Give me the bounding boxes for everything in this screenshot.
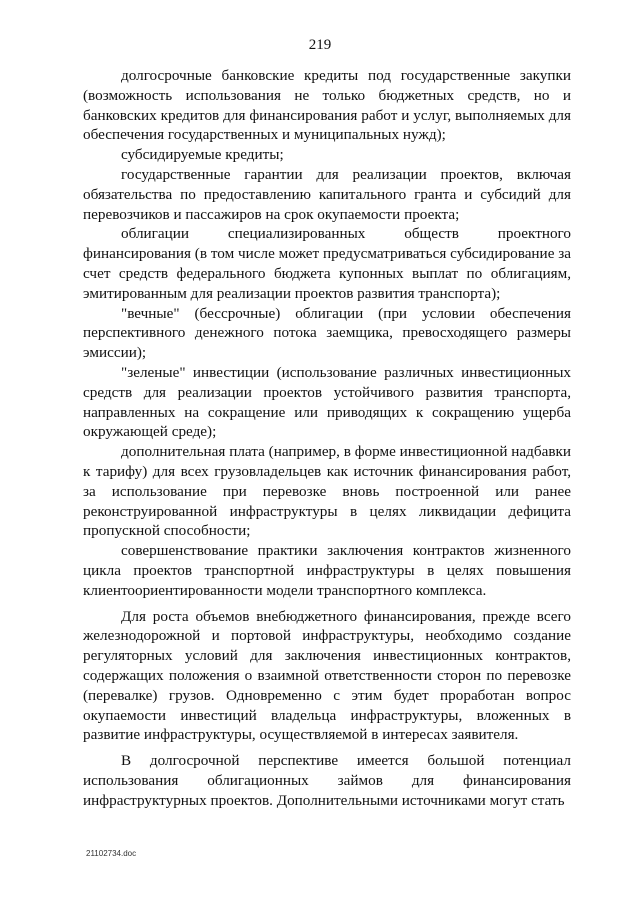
page-number: 219 xyxy=(308,37,332,53)
paragraph-green-investments: "зеленые" инвестиции (использование различных инвестиционных средств для реализации проектов устойчивого развития транспорта, направленных на сокращение или приводящих к сокращению ущерба окружающей среде); xyxy=(83,363,571,441)
document-footer: 21102734.doc xyxy=(86,849,137,858)
paragraph-additional-fee: дополнительная плата (например, в форме инвестиционной надбавки к тарифу) для всех грузовладельцев как источник финансирования работ, за использование при перевозке вновь построенной или ранее реконструированной инфраструктуры в целях ликвидации дефицита пропускной способности; xyxy=(83,443,571,540)
paragraph-subsidized-credits: субсидируемые кредиты; xyxy=(121,146,284,164)
paragraph-state-guarantees: государственные гарантии для реализации проектов, включая обязательства по предоставлению капитального гранта и субсидий для перевозчиков и пассажиров на срок окупаемости проекта; xyxy=(83,165,571,223)
paragraph-bank-credits: долгосрочные банковские кредиты под государственные закупки (возможность использования не только бюджетных средств, но и банковских кредитов для финансирования работ и услуг, выполняемых для обеспечения государственных и муниципальных нужд); xyxy=(83,67,571,144)
paragraph-long-term-perspective: В долгосрочной перспективе имеется большой потенциал использования облигационных займов для финансирования инфраструктурных проектов. Дополнительными источниками могут стать xyxy=(83,752,571,809)
body-text xyxy=(83,66,571,810)
paragraph-project-bonds: облигации специализированных обществ проектного финансирования (в том числе может предусматриваться субсидирование за счет средств федерального бюджета купонных выплат по облигациям, эмитированным для реализации проектов развития транспорта); xyxy=(83,225,571,302)
paragraph-lifecycle-contracts: совершенствование практики заключения контрактов жизненного цикла проектов транспортной инфраструктуры в целях повышения клиентоориентированности модели транспортного комплекса. xyxy=(83,542,571,599)
paragraph-perpetual-bonds: "вечные" (бессрочные) облигации (при условии обеспечения перспективного денежного потока заемщика, превосходящего размеры эмиссии); xyxy=(83,304,571,362)
paragraph-extrabudgetary-financing: Для роста объемов внебюджетного финансирования, прежде всего железнодорожной и портовой инфраструктуры, необходимо создание регуляторных условий для заключения инвестиционных контрактов, содержащих положения о взаимной ответственности сторон по перевозке (перевалке) грузов. Одновременно с этим будет проработан вопрос окупаемости инвестиций владельца инфраструктуры, вложенных в развитие инфраструктуры, осуществляемой в интересах заявителя. xyxy=(83,607,571,744)
